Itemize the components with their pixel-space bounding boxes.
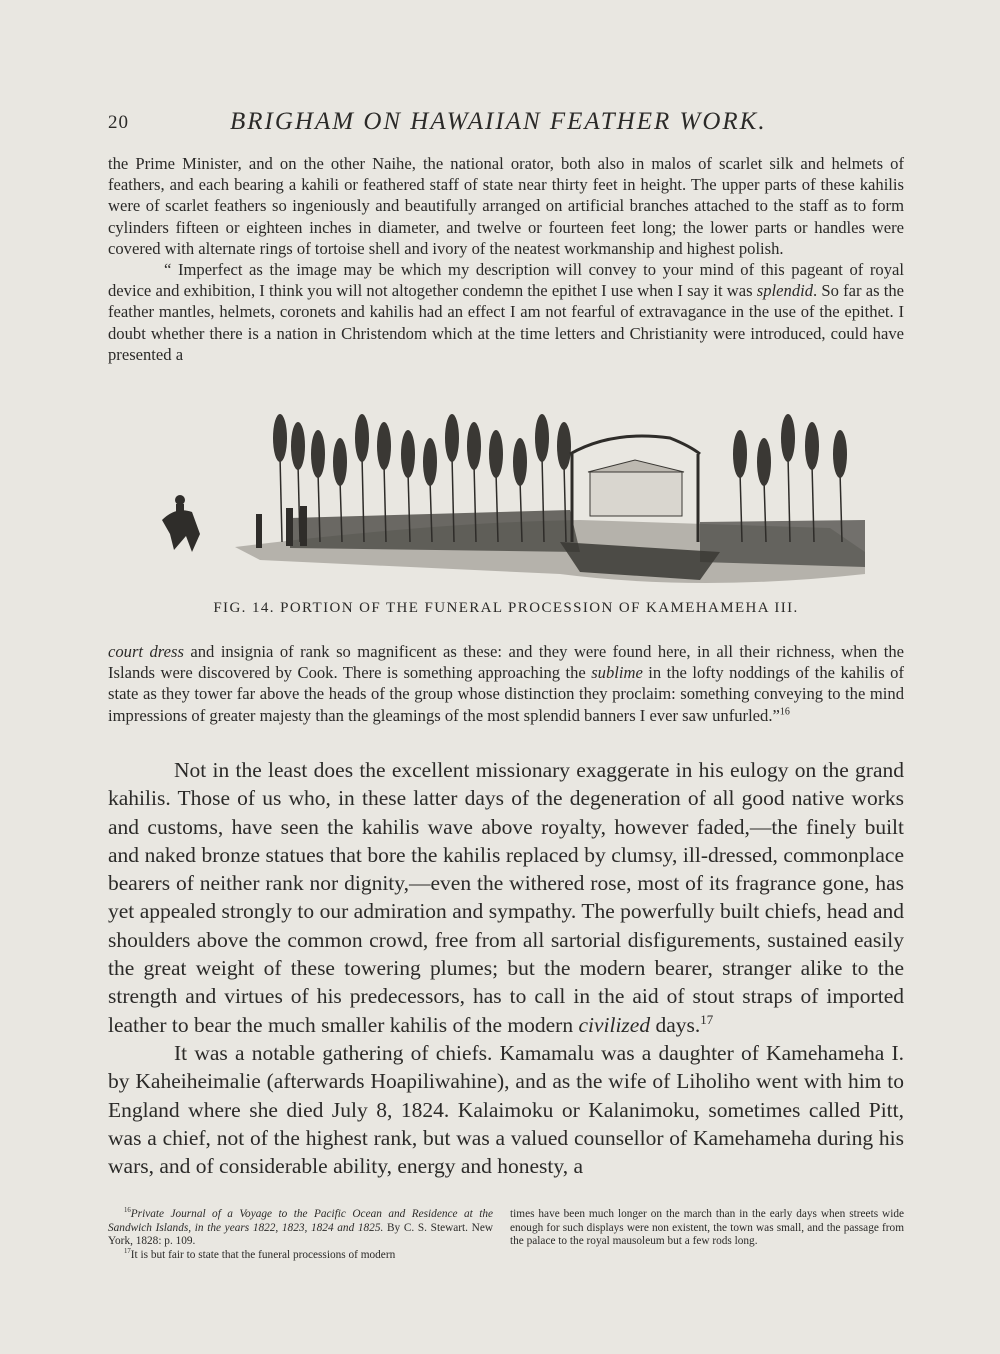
emphasis: sublime — [591, 663, 643, 683]
quote-continuation — [108, 153, 904, 365]
kahili-plume — [311, 430, 325, 478]
body-paragraph — [108, 756, 904, 1039]
quote-paragraph: the Prime Minister, and on the other Naihe, the national orator, both also in malos of scarlet silk and helmets of feathers, and each bearing a kahili or feathered staff of state near thirty feet in height. The upper parts of these kahilis were of scarlet feathers so ingeniously and beautifully arranged on artificial branches attached to the staff as to form cylinders fifteen or eighteen inches in diameter, and twelve or fourteen feet long; the lower parts or handles were covered with alternate rings of tortoise shell and ivory of the neatest workmanship and highest polish. — [108, 154, 904, 258]
emphasis: civilized — [578, 1012, 651, 1037]
page-number: 20 — [108, 112, 129, 133]
footnote-16 — [108, 1208, 493, 1249]
engraving-illustration — [140, 402, 870, 598]
funeral-procession-engraving — [140, 402, 870, 598]
quote-paragraph — [108, 259, 904, 365]
kahili-plume — [273, 414, 287, 462]
footnote-text: It is but fair to state that the funeral processions of modern — [130, 1248, 396, 1261]
footnotes — [108, 1208, 904, 1278]
emphasis: splendid — [756, 281, 814, 301]
footnote-ref[interactable]: 16 — [779, 706, 790, 718]
kahili-plume — [833, 430, 847, 478]
kahili-plume — [467, 422, 481, 470]
footnote-number: 17 — [124, 1247, 131, 1255]
kahili-plume — [513, 438, 527, 486]
kahili-plume — [291, 422, 305, 470]
body-paragraph: It was a notable gathering of chiefs. Kamamalu was a daughter of Kamehameha I. by Kaheiheimalie (afterwards Hoapiliwahine), and as the wife of Liholiho went with him to England where she died July 8, 1824. Kalaimoku or Kalanimoku, sometimes called Pitt, was a chief, not of the highest rank, but was a valued counsellor of Kamehameha during his wars, and of considerable ability, energy and honesty, a — [108, 1040, 904, 1179]
quote-conclusion — [108, 641, 904, 726]
horse-rider — [162, 495, 200, 552]
kahili-plume — [333, 438, 347, 486]
kahili-plume — [781, 414, 795, 462]
kahili-plume — [733, 430, 747, 478]
running-title: BRIGHAM ON HAWAIIAN FEATHER WORK. — [230, 108, 767, 135]
body-text-run: days. — [650, 1012, 701, 1037]
emphasis: court dress — [108, 642, 184, 661]
kahili-plume — [377, 422, 391, 470]
kahili-plume — [757, 438, 771, 486]
quote-text: and insignia of rank so magnificent as these: and they were found here, in all their richness, when the Islands were discovered by Cook. There is something approaching the — [108, 642, 904, 683]
kahili-plume — [805, 422, 819, 470]
quote-text: . So far as the feather mantles, helmets, coronets and kahilis had an effect I am not fearful of extravagance in the use of the epithet. I doubt whether there is a nation in Christendom which at the time letters and Christianity were introduced, could have presented a — [108, 281, 904, 364]
footnotes-left-column — [108, 1208, 493, 1262]
kahili-plume — [489, 430, 503, 478]
quote-text: in the lofty noddings of the kahilis of state as they tower far above the heads of the group whose distinction they proclaim: something conveying to the mind impressions of greater majesty than the gleamings of the most splendid banners I ever saw unfurled.” — [108, 663, 904, 725]
kahili-plume — [423, 438, 437, 486]
body-text-run: Not in the least does the excellent missionary exaggerate in his eulogy on the grand kahilis. Those of us who, in these latter days of the degeneration of all good native works and customs, have seen the kahilis wave above royalty, however faded,—the finely built and naked bronze statues that bore the kahilis replaced by clumsy, ill-dressed, commonplace bearers of neither rank nor dignity,—even the withered rose, most of its fragrance gone, has yet appealed strongly to our admiration and sympathy. The powerfully built chiefs, head and shoulders above the common crowd, free from all sartorial disfigurements, sustained easily the great weight of these towering plumes; but the modern bearer, stranger alike to the strength and virtues of his predecessors, has to call in the aid of stout straps of imported leather to bear the much smaller kahilis of the modern — [108, 758, 904, 1037]
quote-paragraph — [108, 641, 904, 726]
footnote-number: 16 — [124, 1207, 131, 1215]
kahili-plume — [535, 414, 549, 462]
footnotes-right-column — [510, 1208, 904, 1249]
kahili-staff — [280, 456, 282, 542]
kahili-plume — [355, 414, 369, 462]
footnote-17-continued: times have been much longer on the march than in the early days when streets wide enough for such displays were non existent, the town was small, and the passage from the palace to the royal mausoleum but a few rods long. — [510, 1208, 904, 1247]
quote-text: “ Imperfect as the image may be which my description will convey to your mind of this pageant of royal device and exhibition, I think you will not altogether condemn the epithet I use when I say it was — [108, 260, 904, 301]
kahili-plume — [401, 430, 415, 478]
footnote-17 — [108, 1249, 493, 1263]
footnote-text: By C. S. Stewart. New York, 1828: p. 109. — [108, 1221, 493, 1247]
kahili-plume — [557, 422, 571, 470]
footnote-ref[interactable]: 17 — [700, 1012, 714, 1027]
kahili-plume — [445, 414, 459, 462]
page-header — [108, 108, 903, 140]
emphasis: Private Journal of a Voyage to the Pacific Ocean and Residence at the Sandwich Islands, in the years 1822, 1823, 1824 and 1825. — [108, 1208, 493, 1234]
figure-caption: FIG. 14. PORTION OF THE FUNERAL PROCESSION OF KAMEHAMEHA III. — [213, 600, 799, 616]
body-text — [108, 756, 904, 1180]
